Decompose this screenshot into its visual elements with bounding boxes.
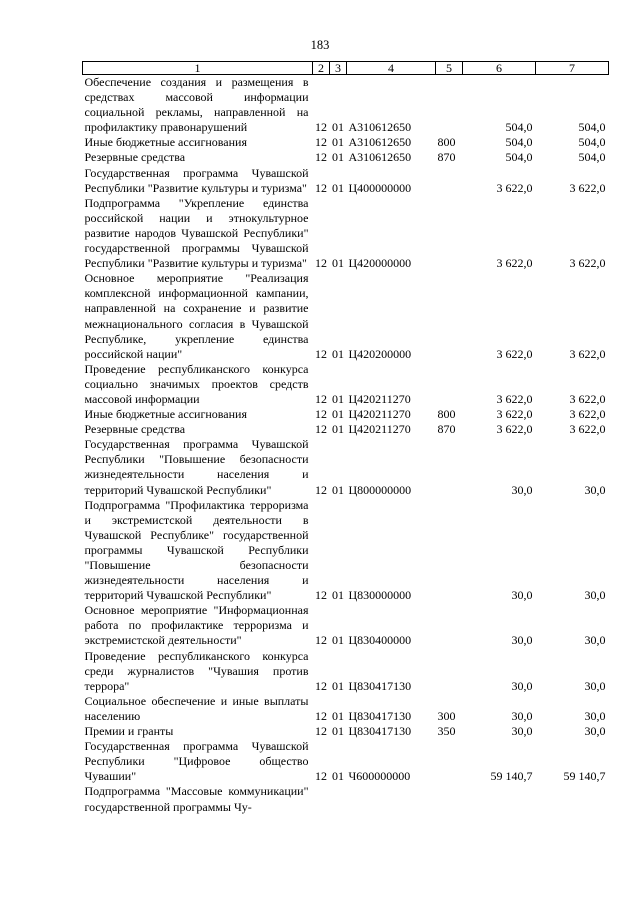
expense-type-code xyxy=(436,196,463,271)
subsection-code: 01 xyxy=(332,588,344,603)
target-article-code: Ц420211270 xyxy=(348,407,411,422)
item-name: Иные бюджетные ассигнования xyxy=(84,135,247,150)
amount-year-1: 504,0 xyxy=(505,135,533,150)
subsection-code: 01 xyxy=(332,391,344,406)
target-article-code xyxy=(347,784,436,814)
target-article-code: Ц420211270 xyxy=(348,391,411,406)
amount-year-1 xyxy=(463,784,536,814)
target-article-code: Ц800000000 xyxy=(348,482,412,497)
amount-year-1: 59 140,7 xyxy=(490,769,533,784)
section-code xyxy=(313,784,330,814)
target-article-code: Ц420000000 xyxy=(348,256,412,271)
subsection-code: 01 xyxy=(332,120,344,135)
table-row xyxy=(83,135,609,150)
amount-year-2 xyxy=(536,784,609,814)
section-code: 12 xyxy=(315,708,327,723)
expense-type-code xyxy=(436,362,463,407)
amount-year-1: 3 622,0 xyxy=(496,407,533,422)
amount-year-2: 3 622,0 xyxy=(569,180,606,195)
table-row xyxy=(83,271,609,362)
target-article-code: Ц830400000 xyxy=(348,633,412,648)
amount-year-2: 3 622,0 xyxy=(569,391,606,406)
item-name: Резервные средства xyxy=(84,150,186,165)
table-row xyxy=(83,739,609,784)
table-row xyxy=(83,784,609,814)
header-col-4: 4 xyxy=(347,62,436,75)
expense-type-code xyxy=(436,271,463,362)
target-article-code: Ц830417130 xyxy=(348,724,412,739)
section-code: 12 xyxy=(315,422,327,437)
amount-year-2: 3 622,0 xyxy=(569,407,606,422)
target-article-code: А310612650 xyxy=(348,135,412,150)
item-name: Проведение республиканского конкурса социально значимых проектов средств массовой информации xyxy=(84,361,309,406)
expense-type-code: 300 xyxy=(437,708,456,723)
expense-type-code xyxy=(436,649,463,694)
target-article-code: А310612650 xyxy=(348,120,412,135)
amount-year-1: 504,0 xyxy=(505,150,533,165)
subsection-code: 01 xyxy=(332,678,344,693)
subsection-code: 01 xyxy=(332,180,344,195)
expense-type-code: 870 xyxy=(437,422,456,437)
subsection-code: 01 xyxy=(332,724,344,739)
section-code: 12 xyxy=(315,633,327,648)
subsection-code: 01 xyxy=(332,482,344,497)
amount-year-2: 30,0 xyxy=(584,482,606,497)
amount-year-2: 30,0 xyxy=(584,724,606,739)
section-code: 12 xyxy=(315,391,327,406)
table-row xyxy=(83,603,609,648)
section-code: 12 xyxy=(315,588,327,603)
page-number: 183 xyxy=(310,38,330,52)
subsection-code: 01 xyxy=(332,135,344,150)
item-name: Премии и гранты xyxy=(84,724,174,739)
target-article-code: Ц420200000 xyxy=(348,346,412,361)
header-col-2: 2 xyxy=(313,62,330,75)
item-name: Подпрограмма "Профилактика терроризма и экстремистской деятельности в Чувашской Республике" государственной программы Чувашской Республики "Повышение безопасности жизнедеятельности населения и территорий Чувашской Республики" xyxy=(84,497,309,603)
target-article-code: Ч600000000 xyxy=(348,769,411,784)
amount-year-1: 30,0 xyxy=(511,708,533,723)
target-article-code: Ц830000000 xyxy=(348,588,412,603)
table-row xyxy=(83,694,609,724)
section-code: 12 xyxy=(315,769,327,784)
amount-year-1: 3 622,0 xyxy=(496,180,533,195)
subsection-code: 01 xyxy=(332,346,344,361)
subsection-code: 01 xyxy=(332,708,344,723)
section-code: 12 xyxy=(315,135,327,150)
section-code: 12 xyxy=(315,407,327,422)
table-row xyxy=(83,166,609,196)
table-row xyxy=(83,150,609,165)
amount-year-2: 504,0 xyxy=(578,120,606,135)
table-row xyxy=(83,196,609,271)
item-name: Государственная программа Чувашской Республики "Повышение безопасности жизнедеятельности населения и территорий Чувашской Республики" xyxy=(84,437,309,497)
section-code: 12 xyxy=(315,678,327,693)
amount-year-1: 30,0 xyxy=(511,588,533,603)
table-row xyxy=(83,437,609,497)
budget-table xyxy=(82,61,609,815)
expense-type-code xyxy=(436,739,463,784)
amount-year-2: 504,0 xyxy=(578,135,606,150)
subsection-code: 01 xyxy=(332,633,344,648)
amount-year-1: 504,0 xyxy=(505,120,533,135)
amount-year-1: 3 622,0 xyxy=(496,346,533,361)
section-code: 12 xyxy=(315,180,327,195)
subsection-code: 01 xyxy=(332,422,344,437)
table-row xyxy=(83,724,609,739)
target-article-code: А310612650 xyxy=(348,150,412,165)
section-code: 12 xyxy=(315,256,327,271)
header-row xyxy=(83,62,609,75)
amount-year-1: 30,0 xyxy=(511,724,533,739)
item-name: Проведение республиканского конкурса среди журналистов "Чувашия против террора" xyxy=(84,648,309,693)
item-name: Социальное обеспечение и иные выплаты населению xyxy=(84,693,309,723)
amount-year-2: 59 140,7 xyxy=(563,769,606,784)
amount-year-2: 3 622,0 xyxy=(569,422,606,437)
item-name: Подпрограмма "Массовые коммуникации" государственной программы Чу- xyxy=(84,784,309,814)
table-row xyxy=(83,75,609,136)
section-code: 12 xyxy=(315,482,327,497)
item-name: Иные бюджетные ассигнования xyxy=(84,407,247,422)
section-code: 12 xyxy=(315,724,327,739)
amount-year-1: 3 622,0 xyxy=(496,391,533,406)
item-name: Основное мероприятие "Реализация комплексной информационной кампании, направленной на сохранение и развитие межнационального согласия в Чувашской Республике, укрепление единства российской нации" xyxy=(84,271,309,361)
amount-year-2: 30,0 xyxy=(584,633,606,648)
expense-type-code xyxy=(436,784,463,814)
item-name: Государственная программа Чувашской Республики "Цифровое общество Чувашии" xyxy=(84,739,309,784)
table-row xyxy=(83,649,609,694)
amount-year-2: 3 622,0 xyxy=(569,256,606,271)
amount-year-1: 30,0 xyxy=(511,482,533,497)
amount-year-1: 3 622,0 xyxy=(496,422,533,437)
table-row xyxy=(83,407,609,422)
subsection-code: 01 xyxy=(332,256,344,271)
item-name: Подпрограмма "Укрепление единства российской нации и этнокультурное развитие народов Чувашской Республики" государственной программы Чувашской Республики "Развитие культуры и туризма" xyxy=(84,195,309,271)
subsection-code xyxy=(330,784,347,814)
section-code: 12 xyxy=(315,346,327,361)
expense-type-code xyxy=(436,166,463,196)
amount-year-2: 30,0 xyxy=(584,708,606,723)
amount-year-2: 30,0 xyxy=(584,588,606,603)
amount-year-2: 504,0 xyxy=(578,150,606,165)
amount-year-2: 30,0 xyxy=(584,678,606,693)
expense-type-code xyxy=(436,603,463,648)
header-col-5: 5 xyxy=(436,62,463,75)
target-article-code: Ц830417130 xyxy=(348,708,412,723)
table-row xyxy=(83,498,609,604)
item-name: Обеспечение создания и размещения в средствах массовой информации социальной рекламы, направленной на профилактику правонарушений xyxy=(84,75,309,135)
table-row xyxy=(83,362,609,407)
item-name: Основное мероприятие "Информационная работа по профилактике терроризма и экстремистской деятельности" xyxy=(84,603,309,648)
target-article-code: Ц830417130 xyxy=(348,678,412,693)
section-code: 12 xyxy=(315,120,327,135)
item-name: Резервные средства xyxy=(84,422,186,437)
amount-year-2: 3 622,0 xyxy=(569,346,606,361)
header-col-6: 6 xyxy=(463,62,536,75)
section-code: 12 xyxy=(315,150,327,165)
expense-type-code: 350 xyxy=(437,724,456,739)
amount-year-1: 30,0 xyxy=(511,633,533,648)
expense-type-code: 870 xyxy=(437,150,456,165)
expense-type-code: 800 xyxy=(437,135,456,150)
subsection-code: 01 xyxy=(332,407,344,422)
amount-year-1: 30,0 xyxy=(511,678,533,693)
item-name: Государственная программа Чувашской Республики "Развитие культуры и туризма" xyxy=(84,165,309,195)
target-article-code: Ц420211270 xyxy=(348,422,411,437)
amount-year-1: 3 622,0 xyxy=(496,256,533,271)
header-col-3: 3 xyxy=(330,62,347,75)
header-col-1: 1 xyxy=(83,62,313,75)
table-row xyxy=(83,422,609,437)
subsection-code: 01 xyxy=(332,150,344,165)
expense-type-code: 800 xyxy=(437,407,456,422)
expense-type-code xyxy=(436,498,463,604)
target-article-code: Ц400000000 xyxy=(348,180,412,195)
header-col-7: 7 xyxy=(536,62,609,75)
subsection-code: 01 xyxy=(332,769,344,784)
expense-type-code xyxy=(436,437,463,497)
expense-type-code xyxy=(436,75,463,136)
